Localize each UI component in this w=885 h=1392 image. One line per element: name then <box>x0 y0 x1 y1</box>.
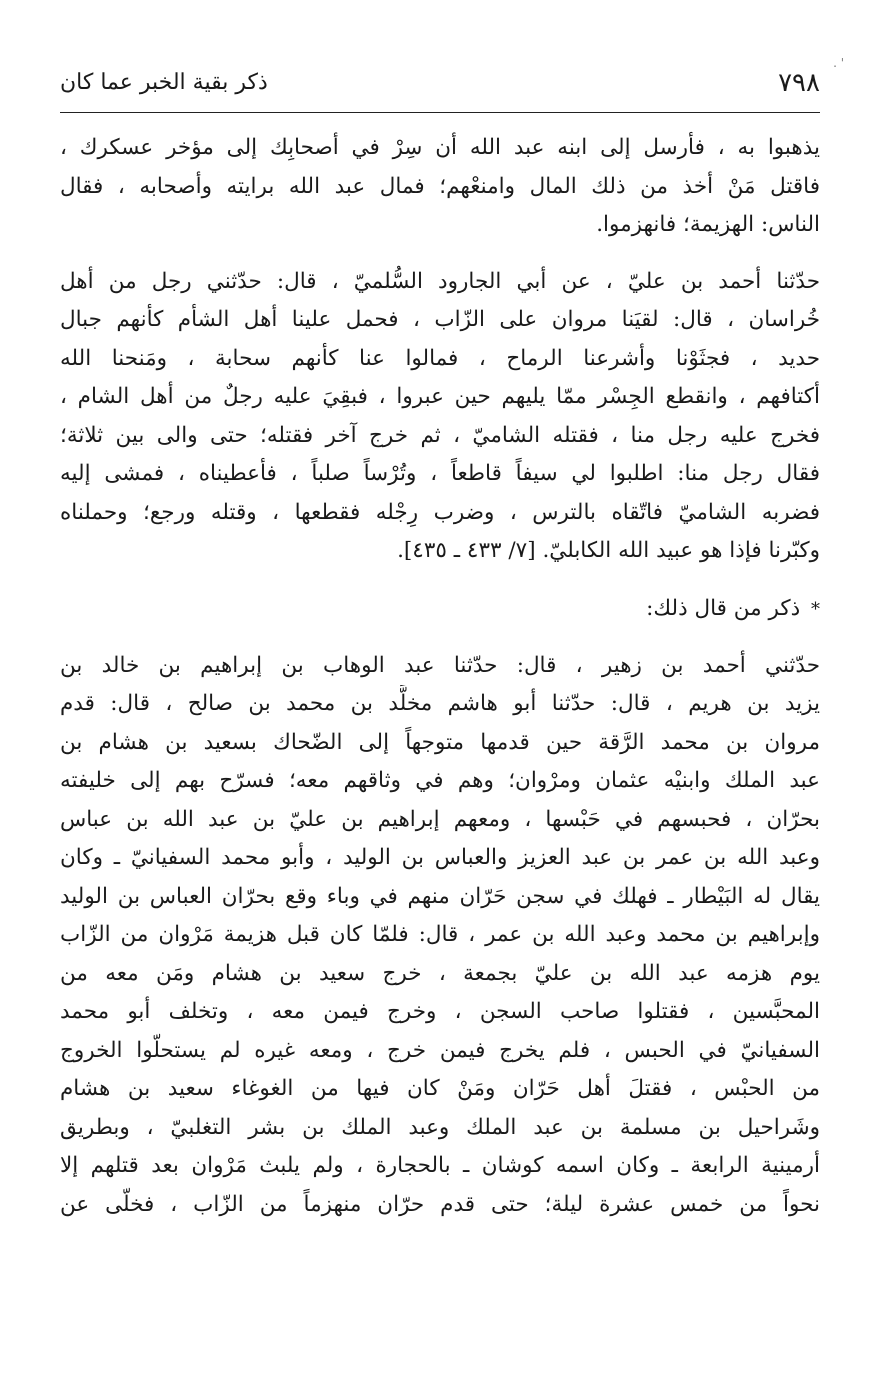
text-line: يوم هزمه عبد الله بن عليّ بجمعة ، خرج سعيد بن هشام ومَن معه من <box>60 960 820 986</box>
text-line: نحواً من خمس عشرة ليلة؛ حتى قدم حرّان منهزماً من الزّاب ، فخلّى عن <box>60 1191 820 1217</box>
text-line: حدّثنا أحمد بن عليّ ، عن أبي الجارود السُّلميّ ، قال: حدّثني رجل من أهل <box>60 268 820 294</box>
asterisk-marker: * <box>811 598 820 620</box>
text-line: وشَراحيل بن مسلمة بن عبد الملك وعبد الملك بن بشر التغلبيّ ، وبطريق <box>60 1114 820 1140</box>
page-number: ٧٩٨ <box>778 68 820 98</box>
text-line: بحرّان ، فحبسهم في حَبْسها ، ومعهم إبراهيم بن عليّ بن عبد الله بن عباس <box>60 806 820 832</box>
text-line: حدّثني أحمد بن زهير ، قال: حدّثنا عبد الوهاب بن إبراهيم بن خالد بن <box>60 652 820 678</box>
paragraph-spacer <box>60 629 820 647</box>
paragraph-spacer <box>60 571 820 589</box>
page-header <box>60 56 844 113</box>
text-line: يقال له البَيْطار ـ فهلك في سجن حَرّان منهم في وباء وقع بحرّان العباس بن الوليد <box>60 883 820 909</box>
text-line: عبد الملك وابنيْه عثمان ومرْوان؛ وهم في وثاقهم معه؛ فسرّح بهم إلى خليفته <box>60 768 820 793</box>
text-line: وعبد الله بن عمر بن عبد العزيز والعباس بن الوليد ، وأبو محمد السفيانيّ ـ وكان <box>60 845 820 870</box>
text-line: وإبراهيم بن محمد وعبد الله بن عمر ، قال: فلمّا كان قبل هزيمة مَرْوان من الزّاب <box>60 922 820 947</box>
text-line: مروان بن محمد الرَّقة حين قدمها متوجهاً إلى الضّحاك بسعيد بن هشام بن <box>60 729 820 755</box>
text-line: السفيانيّ في الحبس ، فلم يخرج فيمن خرج ، ومعه غيره لم يستحلّوا الخروج <box>60 1037 820 1063</box>
paragraph-spacer <box>60 245 820 263</box>
text-line: المحبَّسين ، فقتلوا صاحب السجن ، وخرج فيمن معه ، وتخلف أبو محمد <box>60 999 820 1024</box>
running-title: ذكر بقية الخبر عما كان <box>60 70 268 95</box>
text-line: من الحبْس ، فقتلَ أهل حَرّان ومَنْ كان فيها من الغوغاء سعيد بن هشام <box>60 1076 820 1101</box>
text-line: فضربه الشاميّ فاتّقاه بالترس ، وضرب رِجْله فقطعها ، وقتله ورجع؛ وحملناه <box>60 499 820 525</box>
text-line: فخرج عليه رجل منا ، فقتله الشاميّ ، ثم خرج آخر فقتله؛ حتى والى بين ثلاثة؛ <box>60 422 820 448</box>
text-line: وكبّرنا فإذا هو عبيد الله الكابليّ. [٧/ ٤٣٣ ـ ٤٣٥]. <box>397 538 820 563</box>
book-page <box>60 56 844 1380</box>
text-line: أرمينية الرابعة ـ وكان اسمه كوشان ـ بالحجارة ، ولم يلبث مَرْوان بعد قتلهم إلا <box>60 1153 820 1178</box>
text-line: حديد ، فجثَوْنا وأشرعنا الرماح ، فمالوا عنا كأنهم سحابة ، ومَنحنا الله <box>60 345 820 371</box>
text-line: خُراسان ، قال: لقيَنا مروان على الزّاب ، فحمل علينا أهل الشأم كأنهم جبال <box>60 307 820 332</box>
paragraph-2 <box>60 263 820 571</box>
text-line: فاقتل مَنْ أخذ من ذلك المال وامنعْهم؛ فمال عبد الله برايته وأصحابه ، فقال <box>60 173 820 199</box>
paragraph-3 <box>60 647 820 1225</box>
section-heading-text: ذكر من قال ذلك: <box>646 595 801 621</box>
text-line: يذهبوا به ، فأرسل إلى ابنه عبد الله أن سِرْ في أصحابِك إلى مؤخر عسكرك ، <box>60 135 820 160</box>
section-heading <box>60 589 820 629</box>
paragraph-1 <box>60 129 820 245</box>
text-line: الناس: الهزيمة؛ فانهزموا. <box>596 212 820 237</box>
text-line: فقال رجل منا: اطلبوا لي سيفاً قاطعاً ، وتُرْساً صلباً ، فأعطيناه ، فمشى إليه <box>60 461 820 486</box>
page-body <box>60 113 820 1224</box>
text-line: يزيد بن هريم ، قال: حدّثنا أبو هاشم مخلَّد بن محمد بن صالح ، قال: قدم <box>60 691 820 716</box>
text-line: أكتافهم ، وانقطع الجِسْر ممّا يليهم حين عبروا ، فبقِيَ عليه رجلٌ من أهل الشام ، <box>60 384 820 409</box>
corner-mark: ' . <box>833 56 844 70</box>
